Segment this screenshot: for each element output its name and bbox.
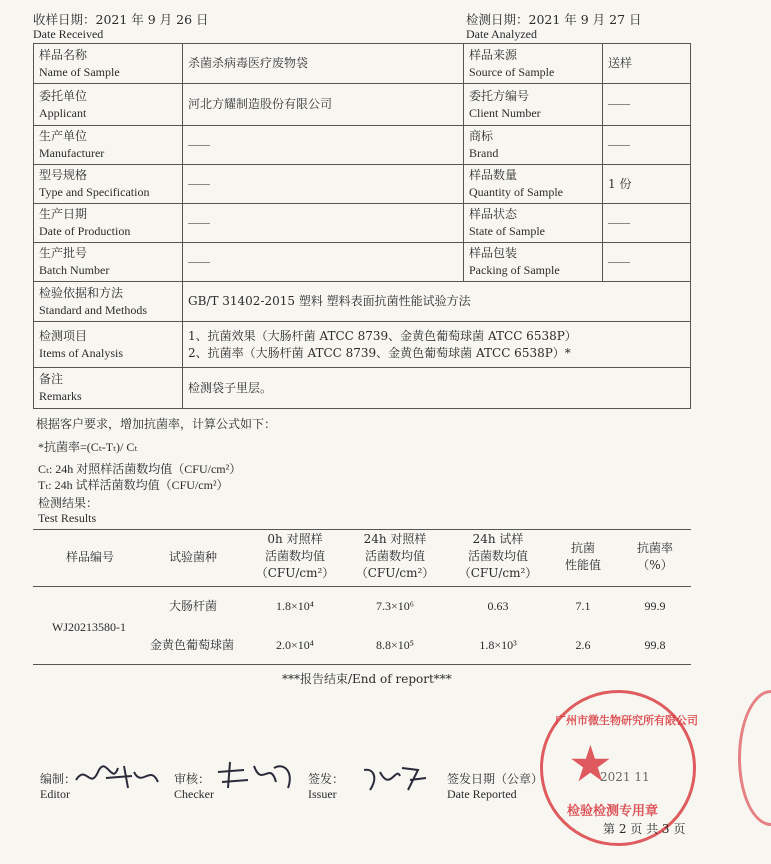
col-header-rate: 抗菌率 （%）: [636, 541, 673, 572]
source-label: 样品来源 Source of Sample: [464, 44, 603, 84]
checker-label: 审核：: [174, 772, 211, 786]
client-number-value: [603, 84, 691, 126]
production-date-value: [183, 204, 464, 243]
batch-value: [183, 243, 464, 282]
date-reported-label: 签发日期（公章）: [447, 772, 544, 786]
row-1-performance: 7.1: [575, 599, 591, 613]
issuer-label-en: Issuer: [308, 787, 337, 801]
row-1-24h-test: 0.63: [487, 599, 509, 613]
packing-label: 样品包装 Packing of Sample: [464, 243, 603, 282]
sample-info-table: [33, 43, 691, 409]
checker-label-en: Checker: [174, 787, 214, 801]
row-2-performance: 2.6: [575, 638, 591, 652]
sample-number: WJ20213580-1: [52, 620, 126, 634]
item-1: 1、抗菌效果（大肠杆菌 ATCC 8739、金黄色葡萄球菌 ATCC 6538P）: [188, 328, 577, 343]
col-header-24h-control: 24h 对照样 活菌数均值 （CFU/cm²）: [355, 532, 435, 580]
manufacturer-label: 生产单位 Manufacturer: [34, 126, 183, 165]
formula-intro: 根据客户要求，增加抗菌率，计算公式如下：: [36, 417, 277, 431]
sample-name-label: 样品名称 Name of Sample: [34, 44, 183, 84]
quantity-label: 样品数量 Quantity of Sample: [464, 165, 603, 204]
row-2-24h-control: 8.8×10⁵: [376, 638, 414, 652]
row-1-0h: 1.8×10⁴: [276, 599, 314, 613]
results-title-en: Test Results: [38, 511, 97, 525]
date-reported-value: 2021 11: [600, 770, 650, 784]
applicant-label: 委托单位 Applicant: [34, 84, 183, 126]
seal-star-icon: ★: [568, 735, 613, 793]
row-2-rate: 99.8: [644, 638, 666, 652]
production-date-label: 生产日期 Date of Production: [34, 204, 183, 243]
results-top-rule: [33, 529, 691, 530]
row-2-strain: 金黄色葡萄球菌: [149, 638, 234, 652]
page-number: 第 2 页 共 3 页: [603, 822, 686, 836]
side-seal: [738, 690, 771, 826]
col-header-0h: 0h 对照样 活菌数均值 （CFU/cm²）: [255, 532, 335, 580]
end-of-report: ***报告结束/End of report***: [282, 672, 452, 686]
row-1-rate: 99.9: [644, 599, 666, 613]
applicant-value: 河北方耀制造股份有限公司: [183, 84, 464, 126]
spec-label: 型号规格 Type and Specification: [34, 165, 183, 204]
seal-text-arc: 广州市微生物研究所有限公司: [555, 714, 698, 727]
date-reported-en: Date Reported: [447, 787, 517, 801]
row-1-strain: 大肠杆菌: [168, 599, 217, 613]
sample-name-value: 杀菌杀病毒医疗废物袋: [183, 44, 464, 84]
editor-signature: [72, 760, 162, 792]
results-bottom-rule: [33, 664, 691, 665]
col-header-strain: 试验菌种: [168, 550, 217, 564]
results-title: 检测结果：: [38, 496, 99, 510]
packing-value: [603, 243, 691, 282]
manufacturer-value: [183, 126, 464, 165]
row-2-24h-test: 1.8×10³: [479, 638, 517, 652]
editor-label-en: Editor: [40, 787, 70, 801]
date-received-en: Date Received: [33, 27, 104, 41]
brand-value: [603, 126, 691, 165]
row-2-0h: 2.0×10⁴: [276, 638, 314, 652]
standard-label: 检验依据和方法 Standard and Methods: [34, 282, 183, 322]
results-header-rule: [33, 586, 691, 587]
issuer-label: 签发：: [308, 772, 345, 786]
brand-label: 商标 Brand: [464, 126, 603, 165]
checker-signature: [214, 758, 298, 792]
state-value: [603, 204, 691, 243]
issuer-signature: [360, 762, 430, 794]
batch-label: 生产批号 Batch Number: [34, 243, 183, 282]
remarks-value: 检测袋子里层。: [183, 368, 691, 409]
state-label: 样品状态 State of Sample: [464, 204, 603, 243]
formula-rate: *抗菌率=(Cₜ-Tₜ)/ Cₜ: [38, 440, 138, 454]
formula-ct: Cₜ: 24h 对照样活菌数均值（CFU/cm²）: [38, 462, 242, 476]
formula-tt: Tₜ: 24h 试样活菌数均值（CFU/cm²）: [38, 478, 229, 492]
remarks-label: 备注 Remarks: [34, 368, 183, 409]
quantity-value: 1 份: [603, 165, 691, 204]
col-header-performance: 抗菌 性能值: [564, 541, 601, 572]
items-value: [183, 322, 691, 368]
seal-text-bottom: 检验检测专用章: [567, 804, 659, 819]
date-analyzed-en: Date Analyzed: [466, 27, 537, 41]
source-value: 送样: [603, 44, 691, 84]
date-received-label: 收样日期：2021 年 9 月 26 日: [33, 12, 209, 27]
standard-value: GB/T 31402-2015 塑料 塑料表面抗菌性能试验方法: [183, 282, 691, 322]
date-analyzed-label: 检测日期：2021 年 9 月 27 日: [466, 12, 642, 27]
items-label: 检测项目 Items of Analysis: [34, 322, 183, 368]
client-number-label: 委托方编号 Client Number: [464, 84, 603, 126]
col-header-sample-no: 样品编号: [65, 550, 114, 564]
row-1-24h-control: 7.3×10⁶: [376, 599, 414, 613]
spec-value: [183, 165, 464, 204]
col-header-24h-test: 24h 试样 活菌数均值 （CFU/cm²）: [458, 532, 538, 580]
editor-label: 编制：: [40, 772, 77, 786]
item-2: 2、抗菌率（大肠杆菌 ATCC 8739、金黄色葡萄球菌 ATCC 6538P）*: [188, 345, 571, 360]
